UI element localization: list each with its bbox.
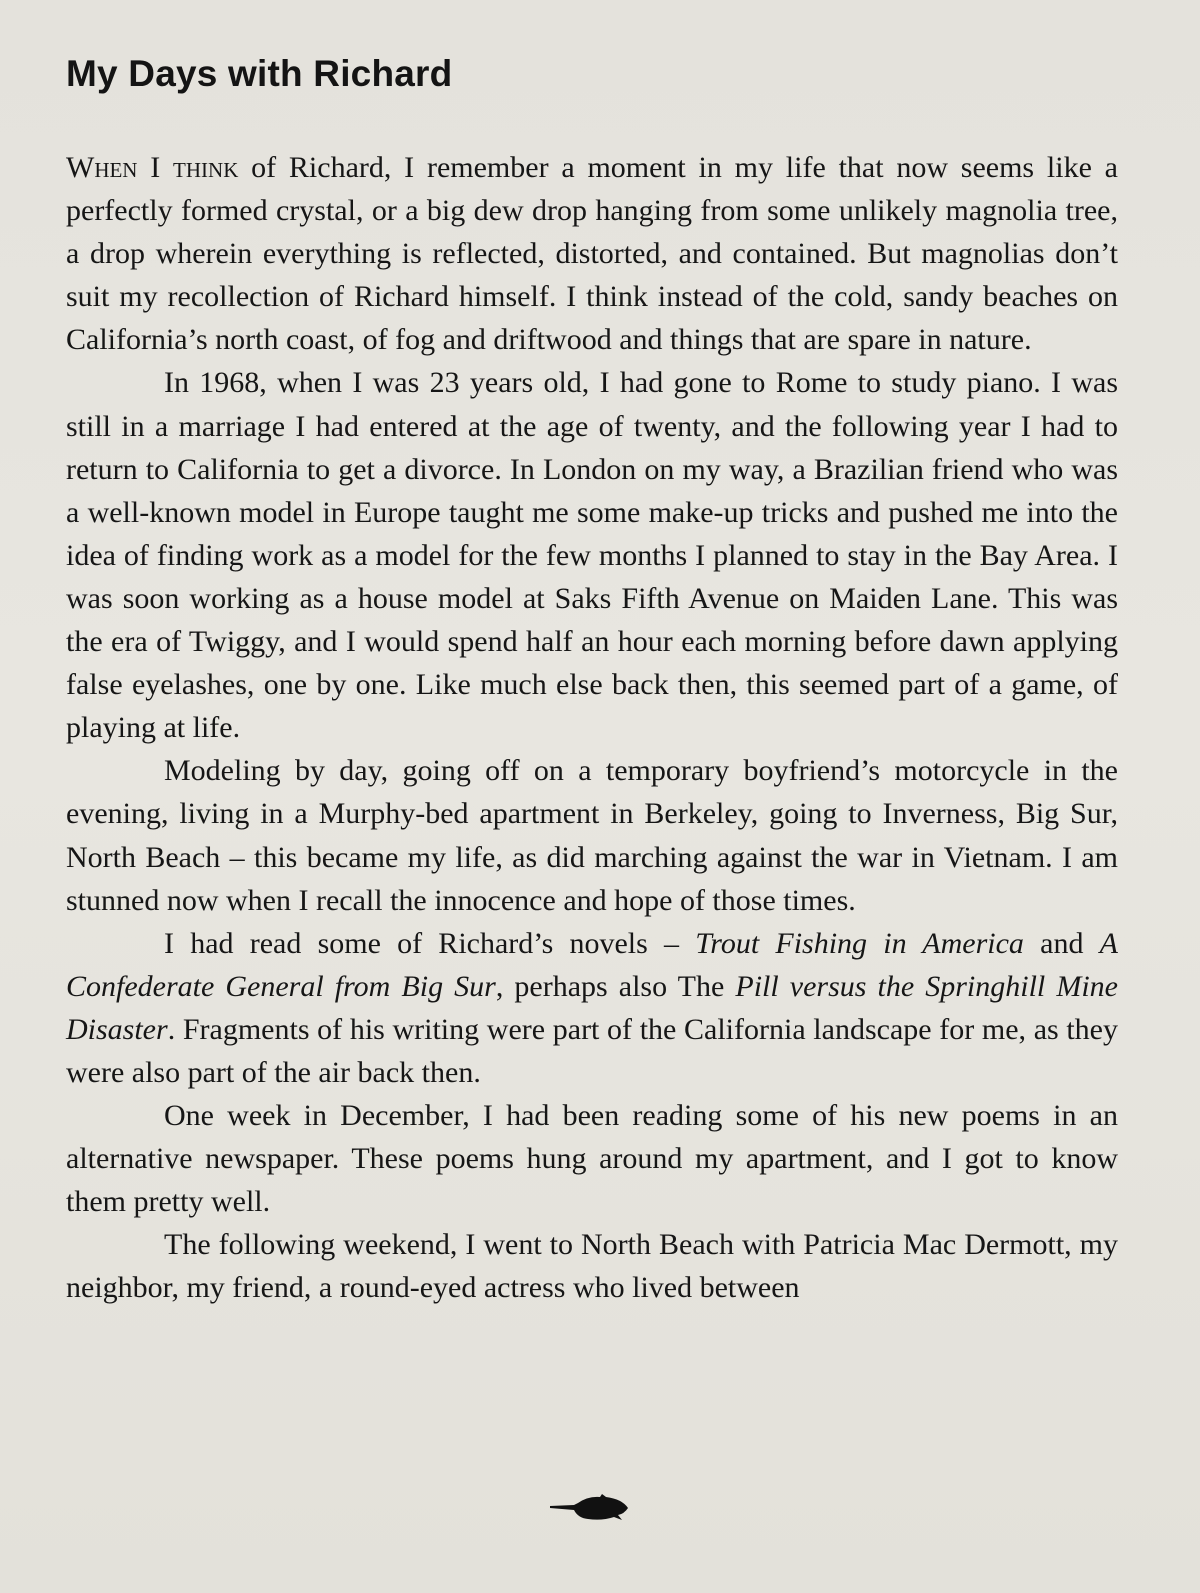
paragraph-1-lead: When I think: [66, 151, 239, 184]
book-title-trout-fishing: Trout Fishing in America: [695, 926, 1024, 960]
paragraph-4-text-2: and: [1023, 926, 1100, 960]
trout-ornament-icon: [548, 1490, 632, 1526]
paragraph-1: [66, 146, 1118, 361]
paragraph-4-text-4: . Fragments of his writing were part of the California landscape for me, as they were also part of the air back then.: [66, 1012, 1118, 1089]
book-title-pill-versus: Pill versus the Springhill Mine Disaster: [66, 969, 1118, 1046]
paragraph-1-text: of Richard, I remember a moment in my life that now seems like a perfectly formed crystal, or a big dew drop hanging from some unlikely magnolia tree, a drop wherein everything is reflected, distorted, and contained. But magnolias don’t suit my recollection of Richard himself. I think instead of the cold, sandy beaches on California’s north coast, of fog and driftwood and things that are spare in nature.: [66, 151, 1118, 357]
paragraph-2: In 1968, when I was 23 years old, I had gone to Rome to study piano. I was still in a marriage I had entered at the age of twenty, and the following year I had to return to California to get a divorce. In London on my way, a Brazilian friend who was a well-known model in Europe taught me some make-up tricks and pushed me into the idea of finding work as a model for the few months I planned to stay in the Bay Area. I was soon working as a house model at Saks Fifth Avenue on Maiden Lane. This was the era of Twiggy, and I would spend half an hour each morning before dawn applying false eyelashes, one by one. Like much else back then, this seemed part of a game, of playing at life.: [66, 366, 1118, 745]
paragraph-5: One week in December, I had been reading some of his new poems in an alternative newspaper. These poems hung around my apartment, and I got to know them pretty well.: [66, 1099, 1118, 1219]
paragraph-4-text-3: , perhaps also The: [495, 969, 736, 1003]
paragraph-4-text-1: I had read some of Richard’s novels –: [164, 926, 696, 960]
paragraph-6: The following weekend, I went to North Beach with Patricia Mac Dermott, my neighbor, my friend, a round-eyed actress who lived between: [66, 1228, 1118, 1305]
book-title-confederate-general: A Confederate General from Big Sur: [66, 926, 1118, 1003]
chapter-body: [66, 146, 1118, 1310]
paragraph-4: [66, 922, 1118, 1094]
chapter-title: My Days with Richard: [66, 53, 453, 94]
paragraph-3: Modeling by day, going off on a temporary boyfriend’s motorcycle in the evening, living in a Murphy-bed apartment in Berkeley, going to Inverness, Big Sur, North Beach – this became my life, as did marching against the war in Vietnam. I am stunned now when I recall the innocence and hope of those times.: [66, 754, 1118, 917]
